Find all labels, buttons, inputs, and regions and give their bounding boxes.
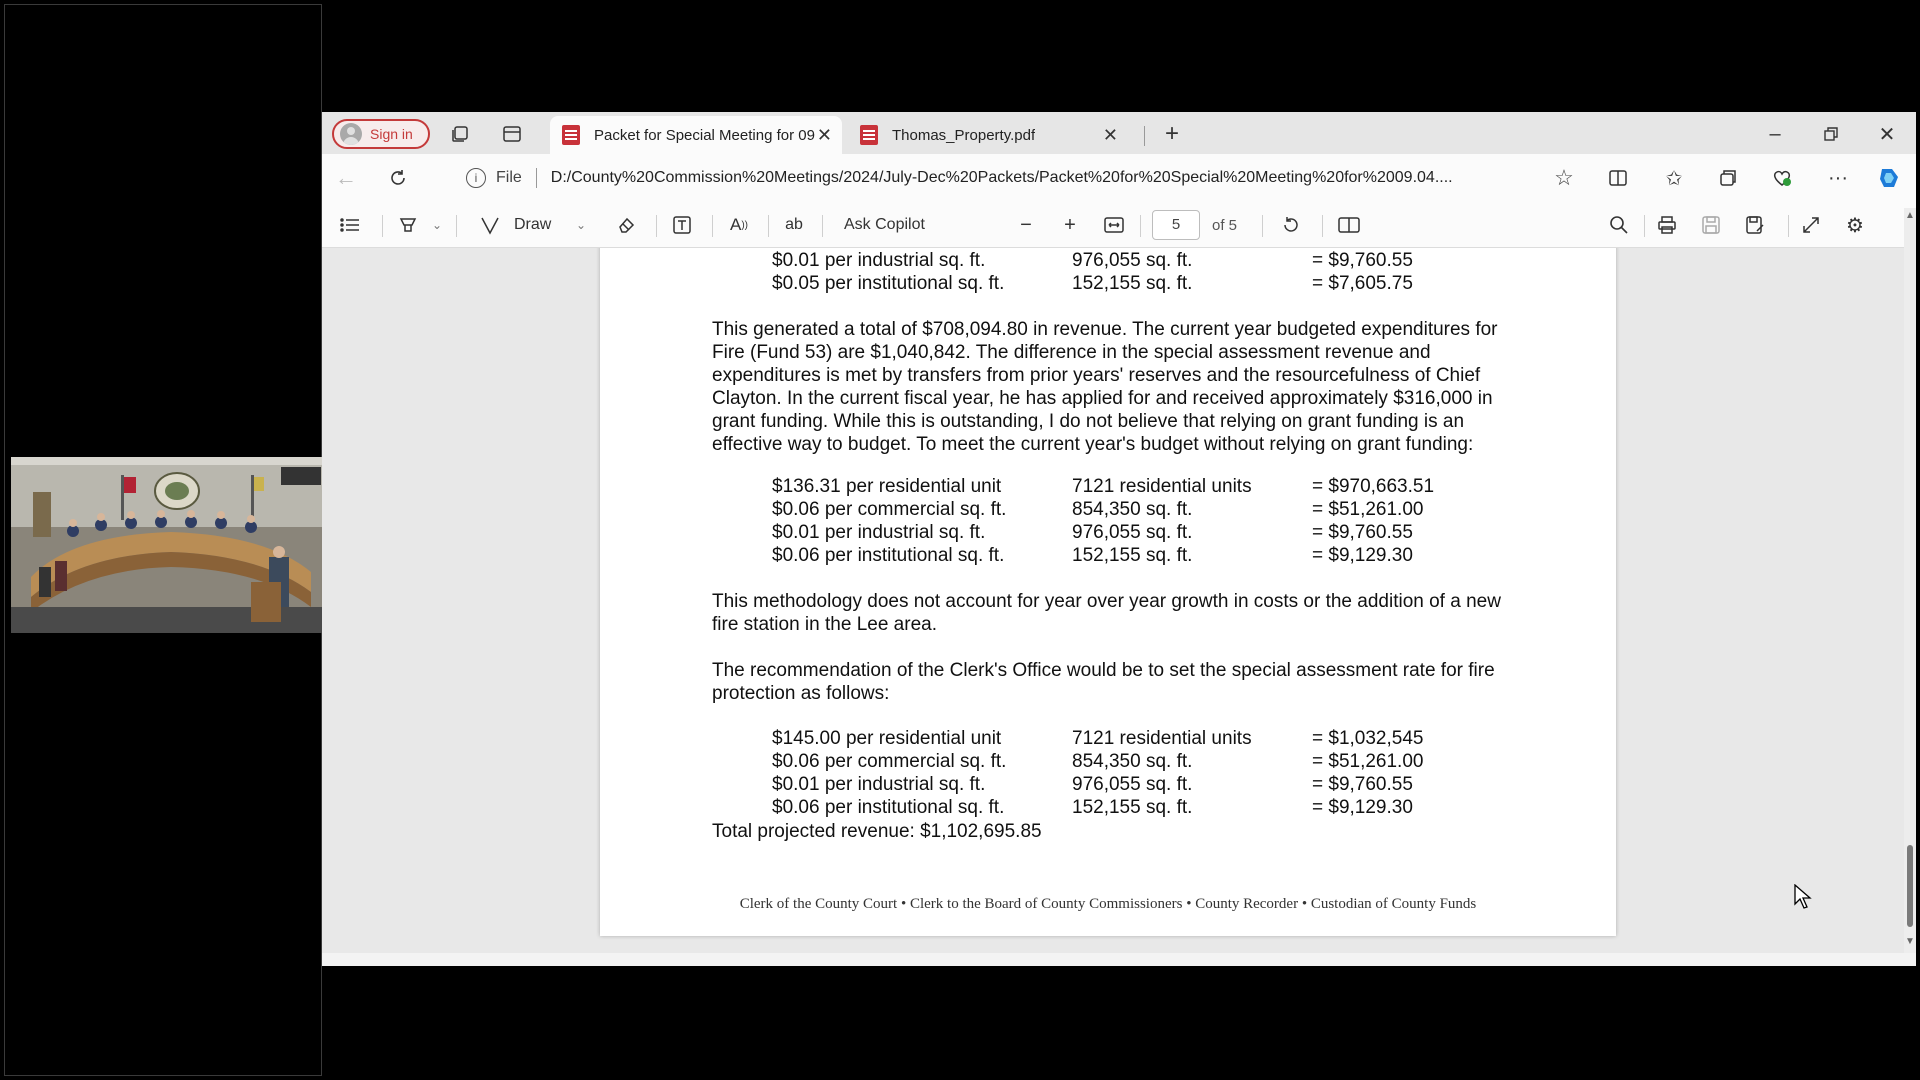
paragraph-revenue-summary: This generated a total of $708,094.80 in revenue. The current year budgeted expenditures for Fire (Fund 53) are $1,040,842. The difference in the special assessment revenue and expenditures is met by transfers from prior years' reserves and the resourcefulness of Chief Clayton. In the current fiscal year, he has applied for and received approximately $316,000 in grant funding. While this is outstanding, I do not believe that relying on grant funding is an effective way to budget. To meet the current year's budget without relying on grant funding: [712,319,1498,455]
meeting-video-feed[interactable] [11,457,325,633]
rate-cell: $0.01 per industrial sq. ft. [772,774,986,795]
tab-packet-special-meeting[interactable] [550,116,842,154]
save-as-icon[interactable] [1742,202,1768,248]
amount-cell: = $1,032,545 [1312,728,1424,749]
split-screen-icon[interactable] [1604,166,1632,190]
page-footer: Clerk of the County Court • Clerk to the Board of County Commissioners • County Recorder • Custodian of County Funds [739,896,1477,912]
add-text-icon[interactable] [670,202,694,248]
quantity-cell: 7121 residential units [1072,728,1252,749]
quantity-cell: 152,155 sq. ft. [1072,797,1193,818]
sign-in-label: Sign in [370,126,413,142]
site-info-icon[interactable]: i [466,168,486,188]
amount-cell: = $7,605.75 [1312,273,1413,294]
rate-cell: $0.06 per institutional sq. ft. [772,797,1005,818]
quantity-cell: 976,055 sq. ft. [1072,522,1193,543]
table-row [772,250,1472,273]
close-window-icon[interactable]: ✕ [1878,123,1896,146]
amount-cell: = $9,129.30 [1312,797,1413,818]
new-tab-icon[interactable]: + [1164,120,1179,147]
draw-pen-icon [480,215,500,235]
amount-cell: = $51,261.00 [1312,751,1424,772]
toolbar-divider [768,215,769,237]
tab-thomas-property[interactable] [848,116,1128,154]
pdf-file-icon [860,125,878,145]
paragraph-methodology: This methodology does not account for year over year growth in costs or the addition of a new fire station in the Lee area. [712,591,1501,635]
back-arrow-icon[interactable]: ← [335,165,357,190]
highlight-icon[interactable] [396,202,420,248]
pdf-file-icon [562,125,580,145]
page-number-input[interactable]: 5 [1152,210,1200,240]
table-row [772,522,1472,545]
quantity-cell: 976,055 sq. ft. [1072,250,1193,271]
paragraph-recommendation: The recommendation of the Clerk's Office would be to set the special assessment rate for fire protection as follows: [712,660,1495,704]
quantity-cell: 152,155 sq. ft. [1072,273,1193,294]
draw-dropdown-icon[interactable]: ⌄ [576,218,587,232]
tab-bar [322,112,1916,154]
pdf-toolbar [322,202,1916,248]
fit-to-width-icon[interactable] [1102,202,1126,248]
toolbar-divider [1140,215,1141,237]
table-row [772,751,1472,774]
tab-divider [1144,126,1145,146]
amount-cell: = $9,129.30 [1312,545,1413,566]
rotate-icon[interactable] [1278,202,1304,248]
profile-avatar-icon [340,123,362,145]
mouse-cursor-icon [1794,884,1814,910]
workspaces-icon[interactable] [448,122,472,146]
draw-button[interactable] [480,202,551,248]
restore-icon[interactable] [1816,120,1846,148]
pdf-viewer[interactable] [322,248,1904,953]
address-bar-row [322,154,1916,202]
amount-cell: = $9,760.55 [1312,774,1413,795]
table-row [772,728,1472,751]
contents-list-icon[interactable] [336,202,364,248]
toolbar-divider [712,215,713,237]
toolbar-divider [1644,215,1645,237]
close-tab-icon[interactable]: ✕ [816,124,832,145]
quantity-cell: 976,055 sq. ft. [1072,774,1193,795]
zoom-out-icon[interactable]: − [1020,213,1032,236]
favorite-star-icon[interactable]: ☆ [1554,165,1574,190]
quantity-cell: 854,350 sq. ft. [1072,751,1193,772]
rate-cell: $0.06 per commercial sq. ft. [772,499,1007,520]
table-row [772,797,1472,820]
side-panel [4,4,322,1076]
rate-cell: $0.06 per institutional sq. ft. [772,545,1005,566]
table-row [772,774,1472,797]
table-row [772,545,1472,568]
translate-icon[interactable]: ab [785,216,803,233]
rate-cell: $0.01 per industrial sq. ft. [772,250,986,271]
quantity-cell: 152,155 sq. ft. [1072,545,1193,566]
fullscreen-icon[interactable] [1798,202,1824,248]
amount-cell: = $51,261.00 [1312,499,1424,520]
scroll-up-icon[interactable]: ▲ [1905,210,1915,221]
table-row [772,273,1472,296]
table-row [772,476,1472,499]
toolbar-divider [456,215,457,237]
toolbar-divider [1322,215,1323,237]
url-text[interactable]: D:/County%20Commission%20Meetings/2024/July-Dec%20Packets/Packet%20for%20Special%20Meeting%20for%2009.04.... [550,169,1453,186]
toolbar-divider [382,215,383,237]
tab-title: Packet for Special Meeting for 09 [594,126,815,144]
save-icon[interactable] [1698,202,1724,248]
more-options-icon[interactable]: ··· [1828,166,1848,189]
rate-cell: $145.00 per residential unit [772,728,1002,749]
pdf-page [600,248,1616,936]
highlight-dropdown-icon[interactable]: ⌄ [432,218,443,232]
rate-cell: $0.05 per institutional sq. ft. [772,273,1005,294]
page-view-icon[interactable] [1336,202,1362,248]
amount-cell: = $9,760.55 [1312,522,1413,543]
meeting-room-image [11,457,325,633]
rate-cell: $136.31 per residential unit [772,476,1002,497]
sign-in-button[interactable] [332,119,430,149]
table-row [772,499,1472,522]
draw-label: Draw [514,216,552,233]
collections-icon[interactable] [1714,166,1742,190]
amount-cell: = $9,760.55 [1312,250,1413,271]
tab-title: Thomas_Property.pdf [892,126,1036,144]
ask-copilot-label: Ask Copilot [844,216,925,233]
vertical-scrollbar[interactable] [1904,208,1916,953]
scrollbar-thumb[interactable] [1907,845,1913,927]
zoom-in-icon[interactable]: + [1064,213,1076,236]
url-separator [536,168,537,188]
copilot-icon[interactable] [1874,164,1904,192]
read-aloud-icon[interactable]: A )) [729,215,748,234]
toolbar-divider [822,215,823,237]
search-icon[interactable] [1606,202,1632,248]
quantity-cell: 854,350 sq. ft. [1072,499,1193,520]
vertical-tabs-icon[interactable] [500,122,524,146]
quantity-cell: 7121 residential units [1072,476,1252,497]
print-icon[interactable] [1654,202,1680,248]
eraser-icon[interactable] [614,202,638,248]
browser-window [322,112,1916,966]
close-tab-icon[interactable]: ✕ [1102,124,1118,145]
favorites-icon[interactable]: ✩ [1665,167,1683,190]
url-field[interactable] [450,160,1584,196]
browser-essentials-icon[interactable] [1768,166,1796,190]
scroll-down-icon[interactable]: ▼ [1905,936,1915,947]
toolbar-divider [1788,215,1789,237]
amount-cell: = $970,663.51 [1312,476,1435,497]
url-scheme-label: File [496,169,522,186]
rate-cell: $0.01 per industrial sq. ft. [772,522,986,543]
refresh-icon[interactable] [384,166,412,190]
toolbar-divider [1262,215,1263,237]
rate-cell: $0.06 per commercial sq. ft. [772,751,1007,772]
settings-gear-icon[interactable]: ⚙ [1846,214,1864,237]
minimize-icon[interactable]: – [1769,122,1781,145]
page-total-label: of 5 [1212,216,1238,234]
total-projected-revenue: Total projected revenue: $1,102,695.85 [712,821,1042,842]
toolbar-divider [656,215,657,237]
ask-copilot-button[interactable] [844,202,925,248]
